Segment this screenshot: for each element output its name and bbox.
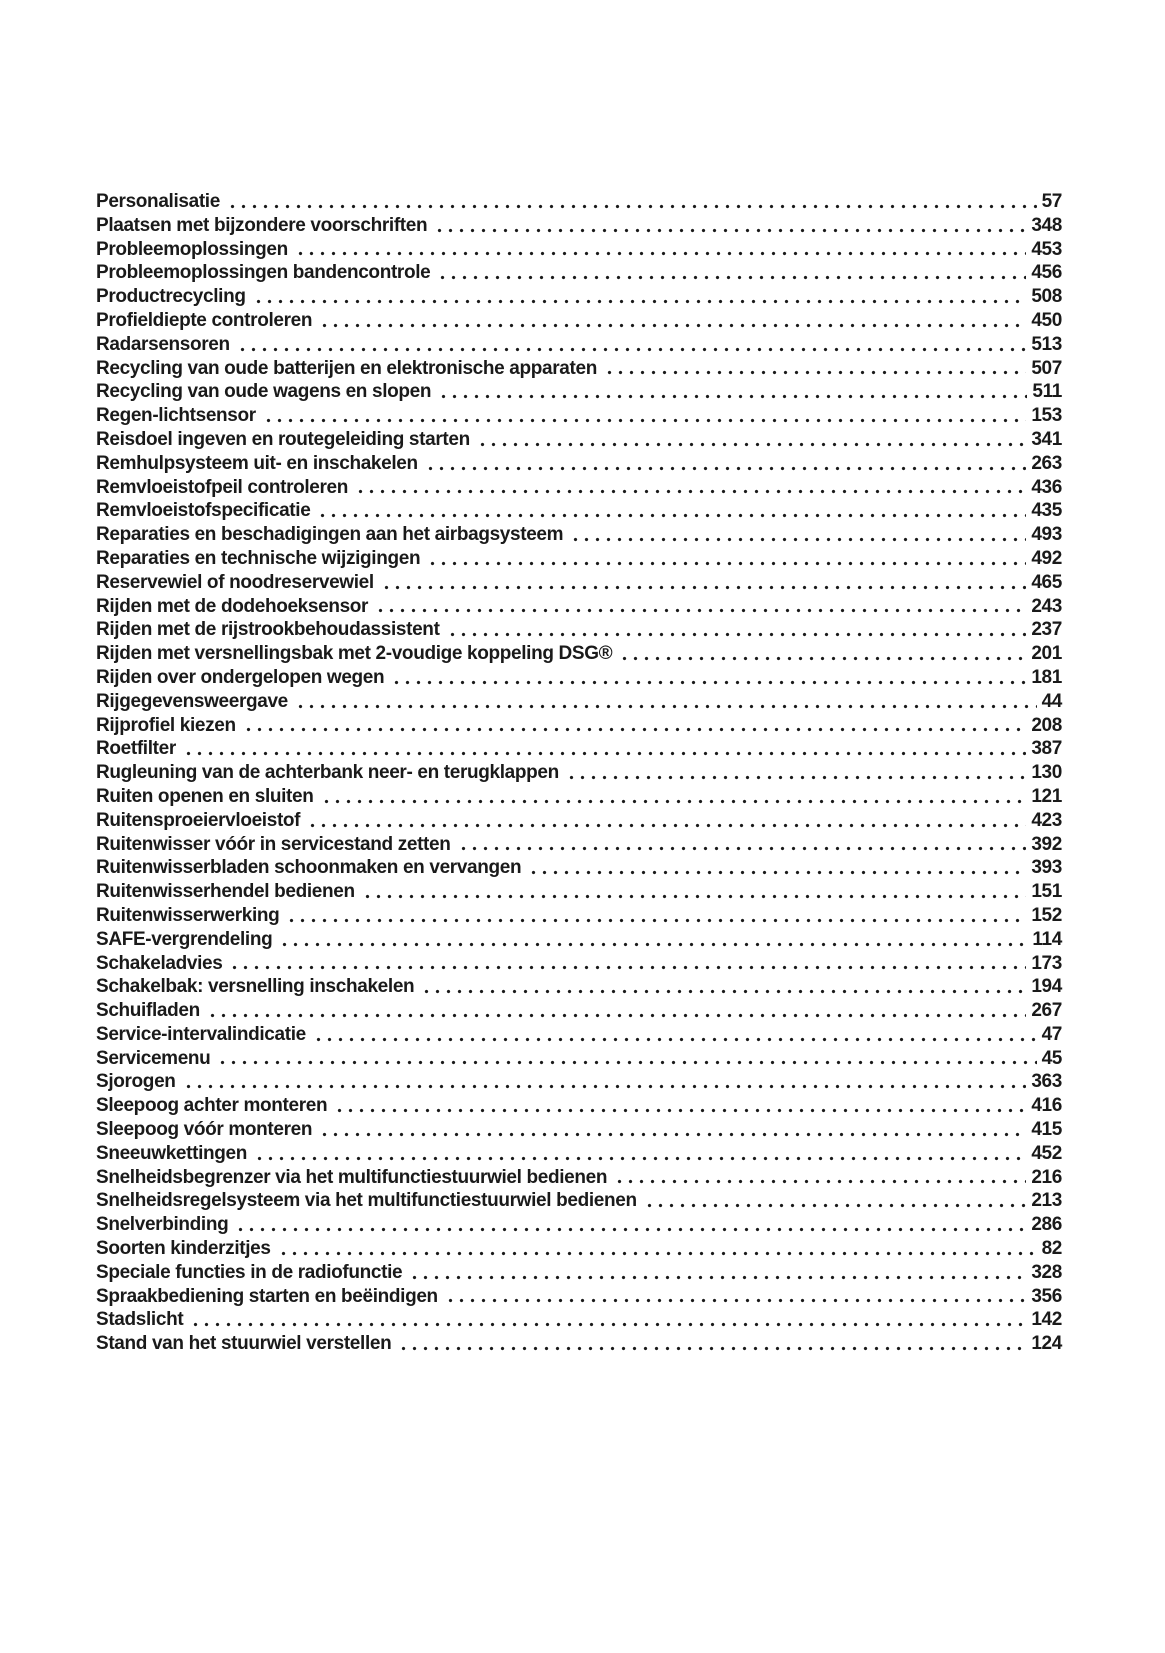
toc-entry-page-number: 415 bbox=[1031, 1119, 1062, 1141]
toc-entry-page-number: 341 bbox=[1031, 428, 1062, 450]
dot-leader bbox=[570, 523, 1026, 547]
toc-entry bbox=[96, 856, 1062, 880]
toc-entry-page-number: 213 bbox=[1031, 1190, 1062, 1212]
toc-entry-page-number: 216 bbox=[1031, 1166, 1062, 1188]
toc-entry-page-number: 267 bbox=[1031, 1000, 1062, 1022]
toc-entry bbox=[96, 476, 1062, 500]
toc-entry bbox=[96, 309, 1062, 333]
toc-entry-label: Remvloeistofpeil controleren bbox=[96, 476, 349, 498]
toc-entry bbox=[96, 833, 1062, 857]
toc-entry bbox=[96, 714, 1062, 738]
dot-leader bbox=[307, 809, 1026, 833]
toc-entry bbox=[96, 547, 1062, 571]
toc-entry-label: Productrecycling bbox=[96, 286, 246, 308]
toc-entry bbox=[96, 1118, 1062, 1142]
toc-entry-page-number: 435 bbox=[1031, 500, 1062, 522]
toc-entry-page-number: 436 bbox=[1031, 476, 1062, 498]
toc-entry bbox=[96, 1285, 1062, 1309]
toc-entry-page-number: 286 bbox=[1031, 1214, 1062, 1236]
toc-entry-page-number: 456 bbox=[1031, 262, 1062, 284]
dot-leader bbox=[566, 761, 1026, 785]
dot-leader bbox=[381, 571, 1027, 595]
toc-entry bbox=[96, 452, 1062, 476]
toc-entry bbox=[96, 261, 1062, 285]
toc-entry-label: Rijden met de rijstrookbehoudassistent bbox=[96, 619, 440, 641]
toc-entry-page-number: 173 bbox=[1031, 952, 1062, 974]
dot-leader bbox=[235, 1213, 1026, 1237]
toc-entry-label: Rijden met de dodehoeksensor bbox=[96, 595, 369, 617]
toc-entry-page-number: 82 bbox=[1041, 1238, 1062, 1260]
toc-entry-label: Service-intervalindicatie bbox=[96, 1023, 306, 1045]
dot-leader bbox=[313, 1023, 1037, 1047]
toc-entry bbox=[96, 642, 1062, 666]
toc-entry-label: Probleemoplossingen bbox=[96, 238, 288, 260]
dot-leader bbox=[619, 642, 1026, 666]
dot-leader bbox=[183, 737, 1026, 761]
dot-leader bbox=[254, 1142, 1026, 1166]
toc-entry-label: Remvloeistofspecificatie bbox=[96, 500, 311, 522]
dot-leader bbox=[421, 975, 1026, 999]
toc-entry-page-number: 208 bbox=[1031, 714, 1062, 736]
toc-entry-label: Sneeuwkettingen bbox=[96, 1142, 247, 1164]
toc-entry-label: Snelheidsbegrenzer via het multifunctiestuurwiel bedienen bbox=[96, 1166, 608, 1188]
toc-entry-page-number: 237 bbox=[1031, 619, 1062, 641]
dot-leader bbox=[445, 1285, 1027, 1309]
toc-entry bbox=[96, 285, 1062, 309]
dot-leader bbox=[237, 333, 1027, 357]
toc-entry bbox=[96, 975, 1062, 999]
dot-leader bbox=[295, 238, 1027, 262]
dot-leader bbox=[398, 1332, 1026, 1356]
toc-entry-label: Reisdoel ingeven en routegeleiding starten bbox=[96, 428, 470, 450]
dot-leader bbox=[263, 404, 1027, 428]
toc-entry bbox=[96, 904, 1062, 928]
toc-entry-page-number: 508 bbox=[1031, 286, 1062, 308]
dot-leader bbox=[427, 547, 1026, 571]
toc-entry-label: Ruitenwisser vóór in servicestand zetten bbox=[96, 833, 451, 855]
dot-leader bbox=[229, 952, 1026, 976]
toc-entry bbox=[96, 952, 1062, 976]
toc-entry-page-number: 363 bbox=[1031, 1071, 1062, 1093]
dot-leader bbox=[334, 1094, 1026, 1118]
toc-entry bbox=[96, 238, 1062, 262]
dot-leader bbox=[227, 190, 1037, 214]
toc-entry-page-number: 45 bbox=[1041, 1047, 1062, 1069]
dot-leader bbox=[319, 309, 1026, 333]
toc-entry bbox=[96, 1070, 1062, 1094]
toc-entry-label: Stand van het stuurwiel verstellen bbox=[96, 1333, 392, 1355]
toc-entry-page-number: 114 bbox=[1032, 928, 1062, 950]
dot-leader bbox=[458, 833, 1027, 857]
toc-entry-label: Reparaties en technische wijzigingen bbox=[96, 547, 421, 569]
dot-leader bbox=[447, 618, 1027, 642]
toc-entry-page-number: 47 bbox=[1041, 1023, 1062, 1045]
dot-leader bbox=[279, 928, 1027, 952]
toc-entry-page-number: 423 bbox=[1031, 809, 1062, 831]
toc-entry bbox=[96, 1237, 1062, 1261]
toc-entry bbox=[96, 809, 1062, 833]
toc-entry bbox=[96, 737, 1062, 761]
toc-entry bbox=[96, 595, 1062, 619]
toc-entry bbox=[96, 1332, 1062, 1356]
toc-entry-label: Soorten kinderzitjes bbox=[96, 1238, 271, 1260]
toc-entry-page-number: 243 bbox=[1031, 595, 1062, 617]
toc-entry bbox=[96, 666, 1062, 690]
toc-entry bbox=[96, 1094, 1062, 1118]
toc-entry bbox=[96, 1142, 1062, 1166]
toc-entry-label: Ruitensproeiervloeistof bbox=[96, 809, 301, 831]
toc-entry-page-number: 57 bbox=[1041, 191, 1062, 212]
dot-leader bbox=[362, 880, 1027, 904]
toc-entry bbox=[96, 333, 1062, 357]
toc-entry bbox=[96, 214, 1062, 238]
dot-leader bbox=[253, 285, 1027, 309]
toc-entry bbox=[96, 880, 1062, 904]
toc-entry-page-number: 513 bbox=[1031, 333, 1062, 355]
toc-entry-label: Reparaties en beschadigingen aan het airbagsysteem bbox=[96, 524, 564, 546]
toc-entry-page-number: 263 bbox=[1031, 452, 1062, 474]
toc-entry-page-number: 121 bbox=[1031, 785, 1062, 807]
toc-entry bbox=[96, 618, 1062, 642]
toc-entry-page-number: 124 bbox=[1031, 1333, 1062, 1355]
toc-entry-page-number: 152 bbox=[1031, 904, 1062, 926]
toc-entry-page-number: 151 bbox=[1031, 881, 1062, 903]
toc-entry-label: Sjorogen bbox=[96, 1071, 176, 1093]
dot-leader bbox=[243, 714, 1027, 738]
dot-leader bbox=[425, 452, 1027, 476]
dot-leader bbox=[477, 428, 1027, 452]
dot-leader bbox=[375, 595, 1026, 619]
toc-entry bbox=[96, 1023, 1062, 1047]
toc-entry-page-number: 142 bbox=[1031, 1309, 1062, 1331]
toc-entry-label: Ruitenwisserbladen schoonmaken en vervangen bbox=[96, 857, 522, 879]
toc-entry-label: Servicemenu bbox=[96, 1047, 211, 1069]
toc-entry-label: Roetfilter bbox=[96, 738, 176, 760]
dot-leader bbox=[528, 856, 1026, 880]
toc-entry-label: Rijprofiel kiezen bbox=[96, 714, 236, 736]
dot-leader bbox=[190, 1308, 1026, 1332]
toc-entry-label: Recycling van oude batterijen en elektronische apparaten bbox=[96, 357, 597, 379]
dot-leader bbox=[355, 476, 1026, 500]
toc-entry-page-number: 450 bbox=[1031, 309, 1062, 331]
dot-leader bbox=[319, 1118, 1026, 1142]
toc-entry-label: Snelverbinding bbox=[96, 1214, 229, 1236]
toc-entry-label: Personalisatie bbox=[96, 191, 220, 212]
dot-leader bbox=[409, 1261, 1026, 1285]
toc-entry bbox=[96, 190, 1062, 214]
toc-entry-label: Schakelbak: versnelling inschakelen bbox=[96, 976, 415, 998]
toc-entry bbox=[96, 1308, 1062, 1332]
toc-entry bbox=[96, 1213, 1062, 1237]
toc-entry bbox=[96, 1047, 1062, 1071]
toc-entry-label: Speciale functies in de radiofunctie bbox=[96, 1261, 403, 1283]
toc-entry-label: Ruitenwisserhendel bedienen bbox=[96, 881, 355, 903]
dot-leader bbox=[217, 1047, 1036, 1071]
toc-entry-page-number: 153 bbox=[1031, 405, 1062, 427]
toc-entry-page-number: 392 bbox=[1031, 833, 1062, 855]
toc-entry bbox=[96, 499, 1062, 523]
toc-entry bbox=[96, 404, 1062, 428]
toc-entry-page-number: 328 bbox=[1031, 1261, 1062, 1283]
toc-entry-page-number: 493 bbox=[1031, 524, 1062, 546]
toc-entry-page-number: 44 bbox=[1041, 690, 1062, 712]
toc-entry bbox=[96, 690, 1062, 714]
toc-entry-label: Rijden over ondergelopen wegen bbox=[96, 666, 385, 688]
toc-entry bbox=[96, 928, 1062, 952]
toc-entry bbox=[96, 428, 1062, 452]
toc-entry-label: Plaatsen met bijzondere voorschriften bbox=[96, 214, 428, 236]
dot-leader bbox=[434, 214, 1026, 238]
dot-leader bbox=[295, 690, 1037, 714]
toc-entry-page-number: 416 bbox=[1031, 1095, 1062, 1117]
toc-entry-label: Ruiten openen en sluiten bbox=[96, 785, 314, 807]
toc-entry-label: Schakeladvies bbox=[96, 952, 223, 974]
toc-entry-page-number: 507 bbox=[1031, 357, 1062, 379]
toc-entry-page-number: 356 bbox=[1031, 1285, 1062, 1307]
toc-entry-label: Schuifladen bbox=[96, 1000, 200, 1022]
dot-leader bbox=[321, 785, 1027, 809]
dot-leader bbox=[614, 1166, 1026, 1190]
toc-entry-label: Rijgegevensweergave bbox=[96, 690, 288, 712]
dot-leader bbox=[286, 904, 1026, 928]
dot-leader bbox=[391, 666, 1026, 690]
toc-entry bbox=[96, 761, 1062, 785]
toc-list bbox=[96, 190, 1062, 1356]
toc-entry-label: Remhulpsysteem uit- en inschakelen bbox=[96, 452, 418, 474]
toc-entry-page-number: 130 bbox=[1031, 762, 1062, 784]
toc-entry-page-number: 194 bbox=[1031, 976, 1062, 998]
toc-entry-label: Spraakbediening starten en beëindigen bbox=[96, 1285, 438, 1307]
toc-entry-label: Sleepoog achter monteren bbox=[96, 1095, 328, 1117]
dot-leader bbox=[438, 380, 1027, 404]
toc-entry-label: Probleemoplossingen bandencontrole bbox=[96, 262, 431, 284]
toc-entry-page-number: 387 bbox=[1031, 738, 1062, 760]
toc-entry-label: Profieldiepte controleren bbox=[96, 309, 313, 331]
toc-entry-label: Rijden met versnellingsbak met 2-voudige koppeling DSG® bbox=[96, 643, 613, 665]
toc-entry bbox=[96, 1261, 1062, 1285]
toc-entry-label: Radarsensoren bbox=[96, 333, 230, 355]
toc-entry-label: Recycling van oude wagens en slopen bbox=[96, 381, 432, 403]
toc-entry-page-number: 348 bbox=[1031, 214, 1062, 236]
toc-entry-label: Snelheidsregelsysteem via het multifunctiestuurwiel bedienen bbox=[96, 1190, 637, 1212]
toc-entry-label: Sleepoog vóór monteren bbox=[96, 1119, 313, 1141]
toc-entry bbox=[96, 523, 1062, 547]
toc-entry-label: Reservewiel of noodreservewiel bbox=[96, 571, 374, 593]
toc-entry-page-number: 492 bbox=[1031, 547, 1062, 569]
toc-entry-label: Rugleuning van de achterbank neer- en terugklappen bbox=[96, 762, 559, 784]
dot-leader bbox=[207, 999, 1027, 1023]
dot-leader bbox=[317, 499, 1026, 523]
toc-entry-label: Regen-lichtsensor bbox=[96, 405, 256, 427]
dot-leader bbox=[437, 261, 1026, 285]
toc-entry-page-number: 181 bbox=[1031, 666, 1062, 688]
toc-entry bbox=[96, 785, 1062, 809]
toc-entry-page-number: 201 bbox=[1031, 643, 1062, 665]
toc-entry-page-number: 393 bbox=[1031, 857, 1062, 879]
toc-entry-label: Ruitenwisserwerking bbox=[96, 904, 280, 926]
dot-leader bbox=[278, 1237, 1037, 1261]
dot-leader bbox=[604, 357, 1026, 381]
dot-leader bbox=[183, 1070, 1027, 1094]
toc-entry-page-number: 453 bbox=[1031, 238, 1062, 260]
toc-entry bbox=[96, 1166, 1062, 1190]
toc-entry-label: Stadslicht bbox=[96, 1309, 184, 1331]
toc-entry bbox=[96, 357, 1062, 381]
toc-entry bbox=[96, 380, 1062, 404]
dot-leader bbox=[644, 1189, 1027, 1213]
toc-entry bbox=[96, 1189, 1062, 1213]
toc-entry bbox=[96, 571, 1062, 595]
toc-entry bbox=[96, 999, 1062, 1023]
toc-entry-page-number: 511 bbox=[1032, 381, 1062, 403]
toc-entry-label: SAFE-vergrendeling bbox=[96, 928, 273, 950]
toc-entry-page-number: 465 bbox=[1031, 571, 1062, 593]
toc-entry-page-number: 452 bbox=[1031, 1142, 1062, 1164]
